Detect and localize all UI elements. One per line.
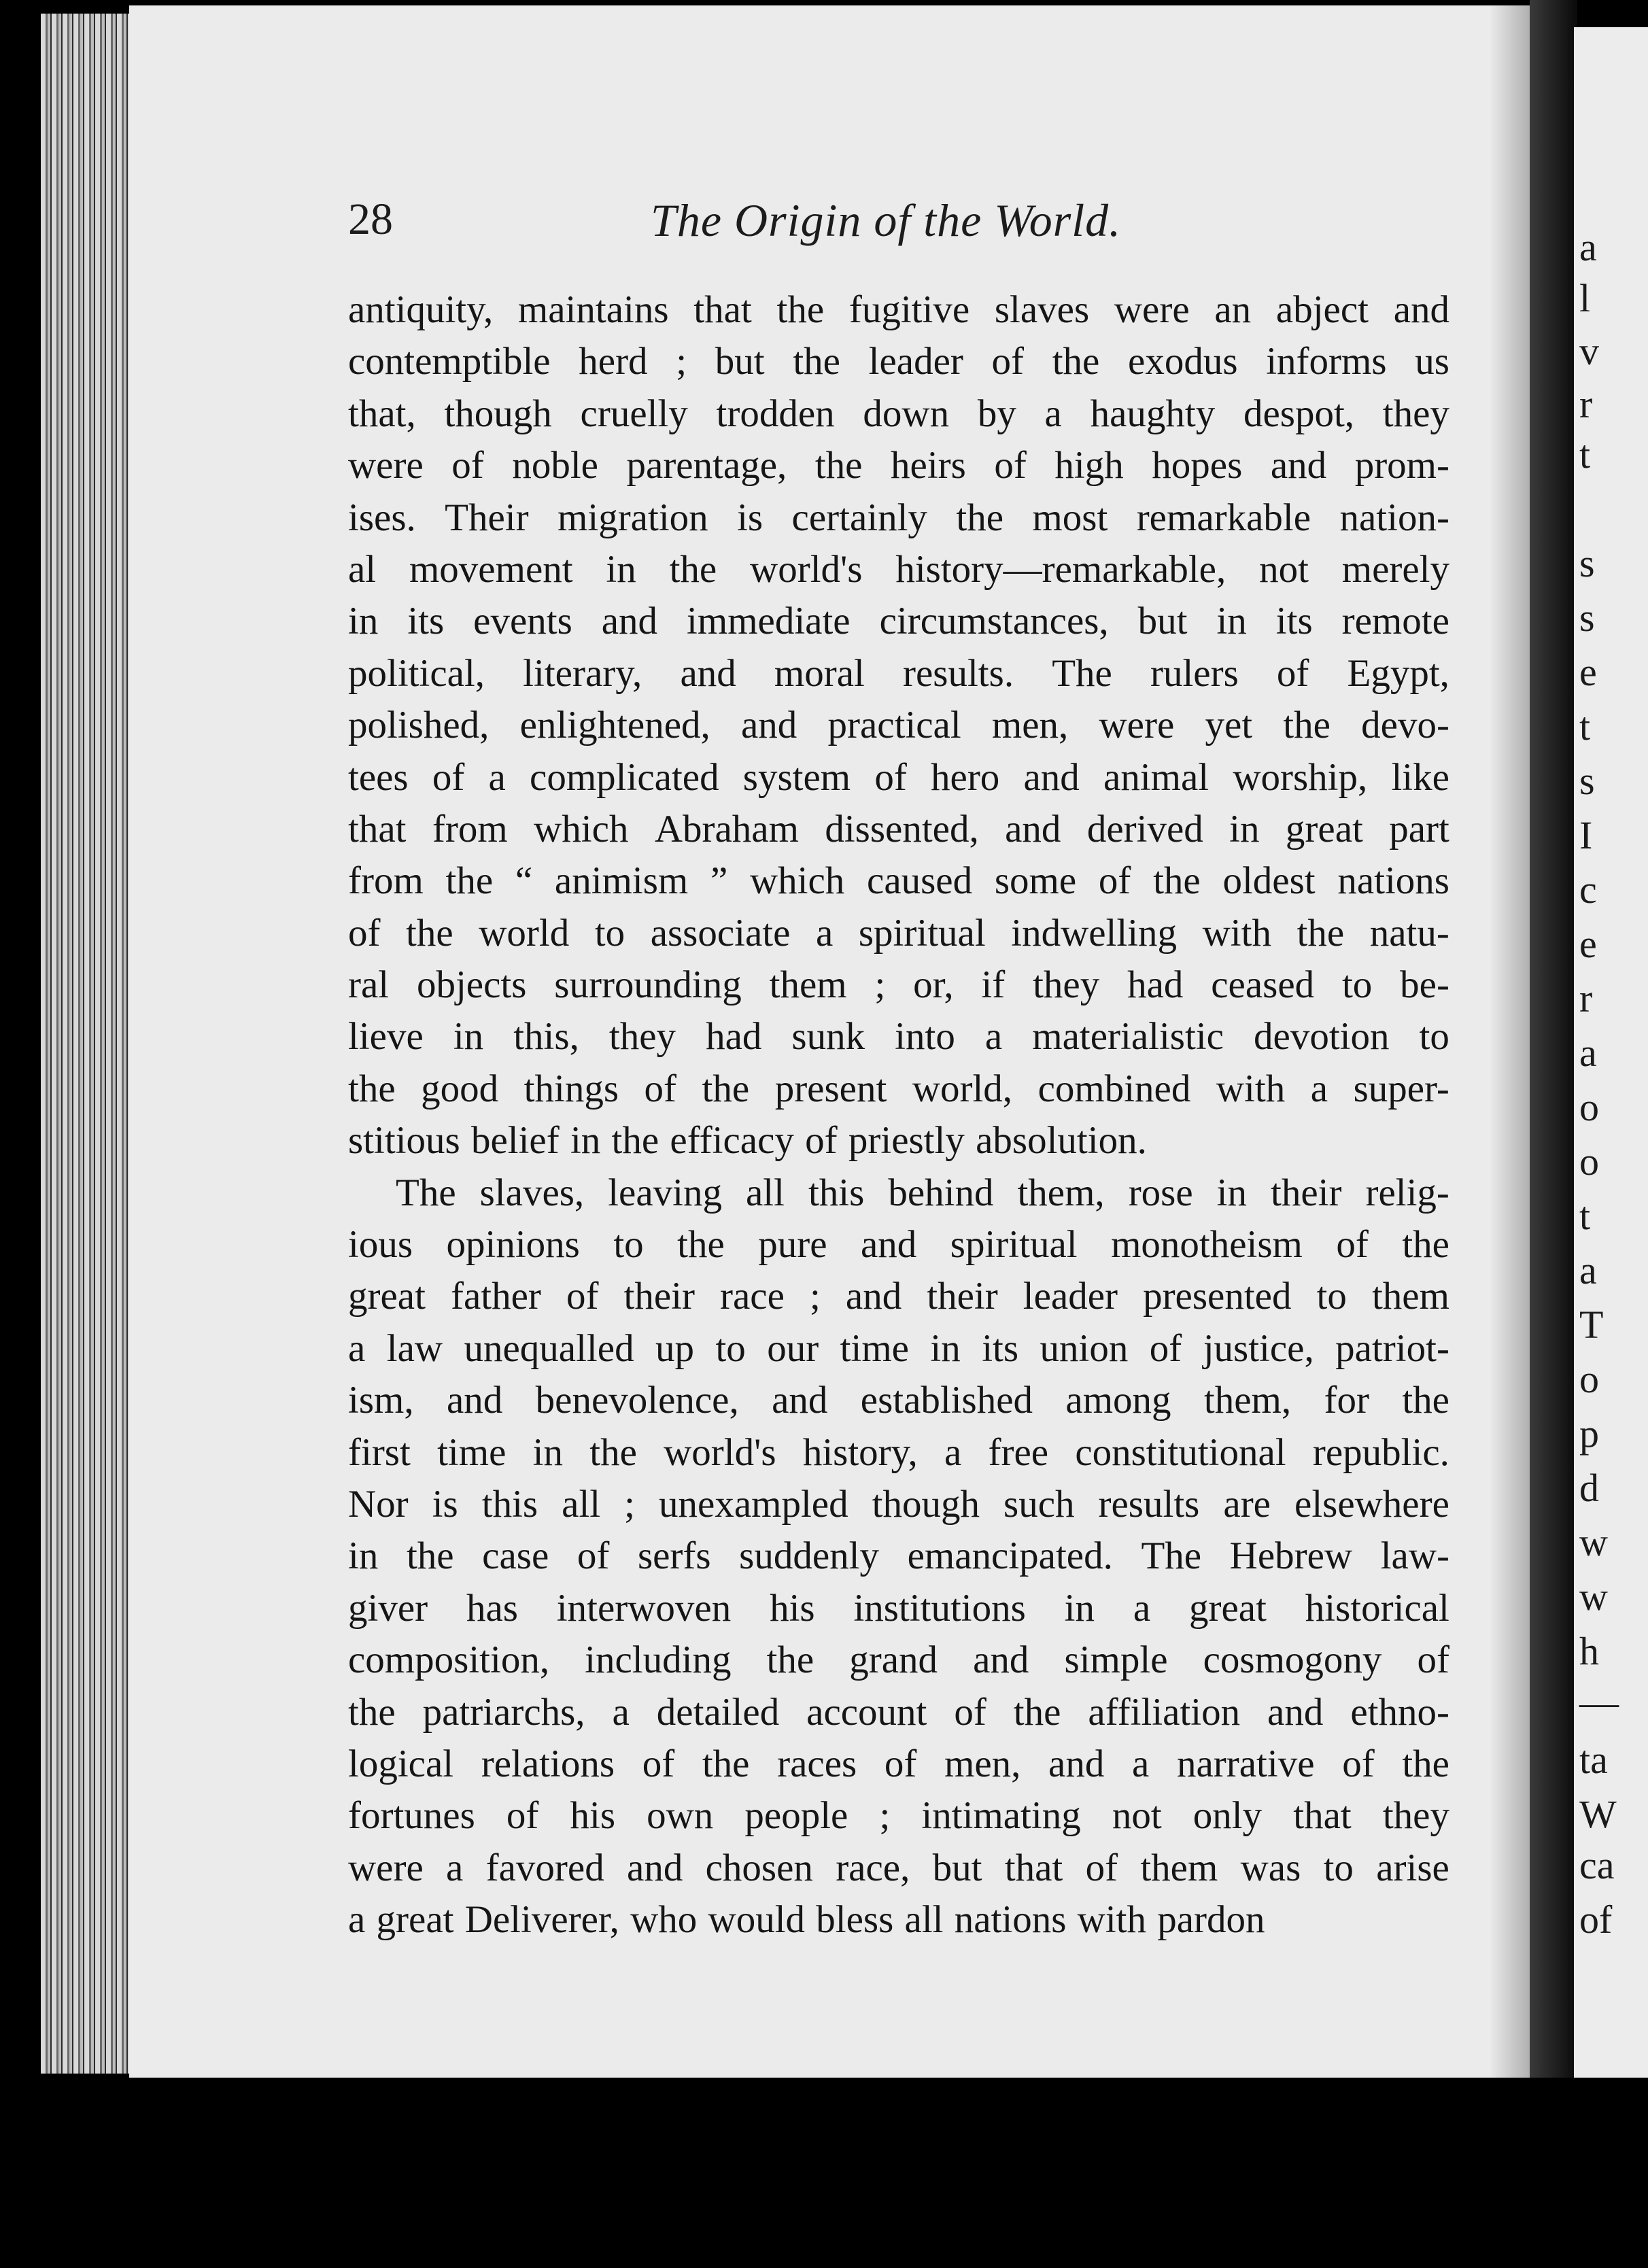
facing-page-fragment: a: [1579, 1248, 1597, 1292]
text-line: a law unequalled up to our time in its union of justice, patriot-: [348, 1326, 1449, 1370]
text-line: composition, including the grand and simple cosmogony of: [348, 1638, 1449, 1682]
facing-page-fragment: h: [1579, 1629, 1599, 1673]
text-line: ism, and benevolence, and established among them, for the: [348, 1379, 1449, 1422]
page-edges: [41, 14, 143, 2074]
body-text: [348, 284, 1449, 1946]
facing-page-fragment: e: [1579, 650, 1597, 694]
facing-page-fragment: o: [1579, 1357, 1599, 1401]
text-line: The slaves, leaving all this behind them, rose in their relig-: [396, 1171, 1449, 1214]
text-line: a great Deliverer, who would bless all nations with pardon: [348, 1898, 1265, 1942]
facing-page-fragment: ta: [1579, 1738, 1608, 1782]
text-line: polished, enlightened, and practical men, were yet the devo-: [348, 704, 1449, 747]
facing-page-fragment: r: [1579, 976, 1593, 1020]
text-line: of the world to associate a spiritual indwelling with the natu-: [348, 911, 1449, 955]
facing-page-fragment: v: [1579, 329, 1599, 373]
text-line: antiquity, maintains that the fugitive slaves were an abject and: [348, 288, 1449, 331]
text-line: stitious belief in the efficacy of priestly absolution.: [348, 1119, 1147, 1163]
facing-page-fragment: w: [1579, 1520, 1608, 1564]
facing-page-fragment: a: [1579, 1031, 1597, 1075]
facing-page-fragment: s: [1579, 596, 1595, 640]
text-line: in its events and immediate circumstances, but in its remote: [348, 600, 1449, 643]
facing-page-fragment: t: [1579, 1194, 1591, 1238]
text-line: al movement in the world's history—remarkable, not merely: [348, 547, 1449, 591]
facing-page-fragment: of: [1579, 1897, 1613, 1942]
text-line: were a favored and chosen race, but that of them was to arise: [348, 1846, 1449, 1889]
facing-page-fragment: T: [1579, 1303, 1604, 1347]
text-line: that, though cruelly trodden down by a haughty despot, they: [348, 392, 1449, 435]
text-line: logical relations of the races of men, and a narrative of the: [348, 1742, 1449, 1785]
facing-page-fragment: o: [1579, 1139, 1599, 1184]
book-gutter: [1530, 0, 1577, 2268]
facing-page-fragment: o: [1579, 1085, 1599, 1129]
text-line: ises. Their migration is certainly the most remarkable nation-: [348, 496, 1449, 539]
text-line: that from which Abraham dissented, and derived in great part: [348, 807, 1449, 850]
text-line: ious opinions to the pure and spiritual monotheism of the: [348, 1223, 1449, 1267]
text-line: the good things of the present world, combined with a super-: [348, 1067, 1449, 1110]
facing-page-edge: [1574, 27, 1648, 2108]
text-line: tees of a complicated system of hero and animal worship, like: [348, 755, 1449, 799]
text-line: from the “ animism ” which caused some of the oldest nations: [348, 859, 1449, 903]
facing-page-fragment: p: [1579, 1411, 1599, 1456]
running-head: [348, 194, 1449, 248]
text-line: great father of their race ; and their leader presented to them: [348, 1275, 1449, 1318]
facing-page-fragment: I: [1579, 813, 1593, 857]
facing-page-fragment: s: [1579, 759, 1595, 803]
page-number: 28: [348, 194, 393, 244]
facing-page-fragment: c: [1579, 867, 1597, 912]
text-line: the patriarchs, a detailed account of the affiliation and ethno-: [348, 1690, 1449, 1734]
text-line: ral objects surrounding them ; or, if they had ceased to be-: [348, 963, 1449, 1007]
facing-page-fragment: a: [1579, 225, 1597, 269]
facing-page-fragment: ca: [1579, 1843, 1615, 1887]
facing-page-fragment: t: [1579, 704, 1591, 749]
facing-page-fragment: W: [1579, 1792, 1617, 1836]
facing-page-fragment: l: [1579, 276, 1591, 320]
facing-page-fragment: s: [1579, 541, 1595, 585]
text-line: political, literary, and moral results. The rulers of Egypt,: [348, 651, 1449, 695]
text-line: contemptible herd ; but the leader of the exodus informs us: [348, 340, 1449, 383]
facing-page-fragment: t: [1579, 432, 1591, 477]
text-line: giver has interwoven his institutions in a great historical: [348, 1586, 1449, 1630]
text-line: in the case of serfs suddenly emancipated. The Hebrew law-: [348, 1534, 1449, 1578]
facing-page-fragment: r: [1579, 382, 1593, 426]
facing-page-fragment: e: [1579, 922, 1597, 966]
text-line: were of noble parentage, the heirs of high hopes and prom-: [348, 444, 1449, 487]
text-line: lieve in this, they had sunk into a materialistic devotion to: [348, 1015, 1449, 1059]
running-title: The Origin of the World.: [651, 194, 1122, 246]
facing-page-fragment: w: [1579, 1575, 1608, 1619]
facing-page-fragment: —: [1579, 1680, 1619, 1724]
text-line: first time in the world's history, a free constitutional republic.: [348, 1430, 1449, 1474]
facing-page-fragment: d: [1579, 1466, 1599, 1510]
text-line: Nor is this all ; unexampled though such results are elsewhere: [348, 1482, 1449, 1526]
text-line: fortunes of his own people ; intimating not only that they: [348, 1794, 1449, 1838]
scan-background: [0, 2078, 1648, 2268]
